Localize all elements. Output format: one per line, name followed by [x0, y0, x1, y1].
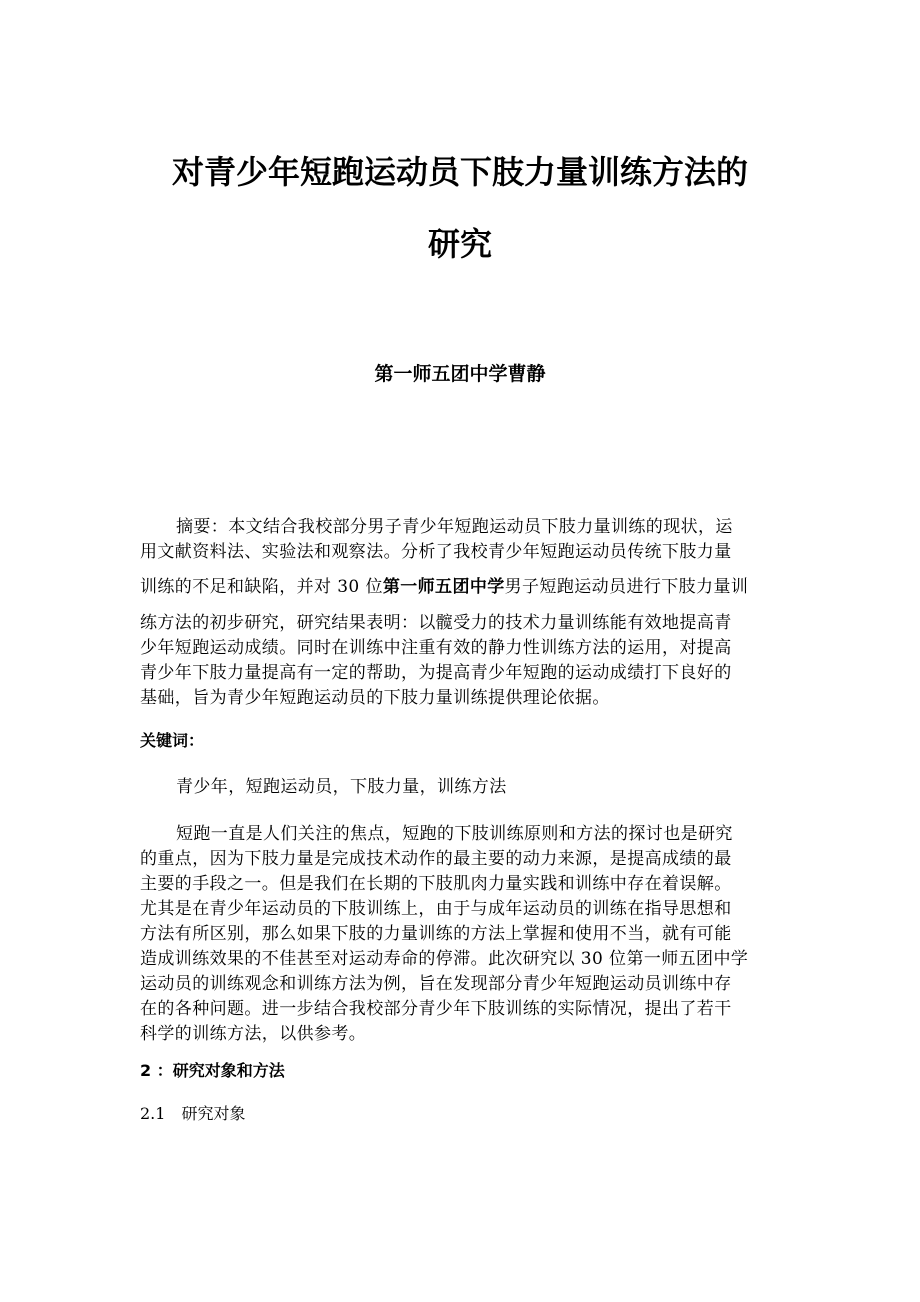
- abstract-line: 练方法的初步研究，研究结果表明：以髋受力的技术力量训练能有效地提高青: [140, 613, 732, 633]
- intro-line: 在的各种问题。进一步结合我校部分青少年下肢训练的实际情况，提出了若干: [140, 999, 732, 1019]
- intro-line: 主要的手段之一。但是我们在长期的下肢肌肉力量实践和训练中存在着误解。: [140, 874, 732, 894]
- intro-line: 造成训练效果的不佳甚至对运动寿命的停滞。此次研究以 30 位第一师五团中学: [140, 949, 749, 969]
- abstract-line: 用文献资料法、实验法和观察法。分析了我校青少年短跑运动员传统下肢力量: [140, 542, 732, 562]
- intro-line: 运动员的训练观念和训练方法为例，旨在发现部分青少年短跑运动员训练中存: [140, 974, 732, 994]
- abstract-text: 训练的不足和缺陷，并对 30 位: [140, 577, 383, 597]
- keywords-text: 青少年，短跑运动员，下肢力量，训练方法: [176, 777, 507, 797]
- intro-line: 的重点，因为下肢力量是完成技术动作的最主要的动力来源，是提高成绩的最: [140, 849, 732, 869]
- keywords-label: 关键词：: [140, 731, 205, 750]
- abstract-line: 摘要：本文结合我校部分男子青少年短跑运动员下肢力量训练的现状，运: [176, 517, 733, 537]
- abstract-line: 基础，旨为青少年短跑运动员的下肢力量训练提供理论依据。: [140, 688, 610, 708]
- abstract-line: 少年短跑运动成绩。同时在训练中注重有效的静力性训练方法的运用，对提高: [140, 638, 732, 658]
- abstract-line: [140, 572, 748, 597]
- school-name: 第一师五团中学: [382, 577, 505, 597]
- document-title-line-2: 研究: [427, 225, 492, 263]
- intro-line: 短跑一直是人们关注的焦点，短跑的下肢训练原则和方法的探讨也是研究: [176, 824, 733, 844]
- document-title-line-1: 对青少年短跑运动员下肢力量训练方法的: [171, 153, 748, 191]
- abstract-line: 青少年下肢力量提高有一定的帮助，为提高青少年短跑的运动成绩打下良好的: [140, 663, 732, 683]
- intro-line: 科学的训练方法，以供参考。: [140, 1024, 367, 1044]
- intro-line: 尤其是在青少年运动员的下肢训练上，由于与成年运动员的训练在指导思想和: [140, 899, 732, 919]
- section-heading: 2 ：研究对象和方法: [140, 1061, 285, 1080]
- author-line: 第一师五团中学曹静: [374, 363, 546, 385]
- abstract-text: 男子短跑运动员进行下肢力量训: [504, 577, 749, 597]
- intro-line: 方法有所区别，那么如果下肢的力量训练的方法上掌握和使用不当，就有可能: [140, 924, 732, 944]
- subsection-heading: 2.1 研究对象: [140, 1104, 246, 1123]
